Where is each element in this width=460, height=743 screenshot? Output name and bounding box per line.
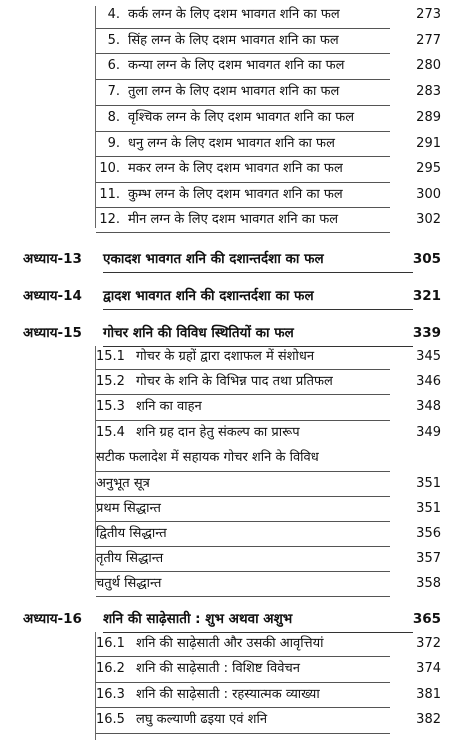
item-title: कन्या लग्न के लिए दशम भावगत शनि का फल bbox=[128, 58, 345, 73]
section-number: 15.3 bbox=[96, 399, 125, 414]
item-title: सिंह लग्न के लिए दशम भावगत शनि का फल bbox=[128, 33, 339, 48]
section-page: 349 bbox=[416, 425, 441, 440]
item-page: 273 bbox=[416, 7, 441, 22]
chapter-label: अध्याय-16 bbox=[23, 611, 82, 627]
row-divider bbox=[96, 156, 390, 157]
section-page: 346 bbox=[416, 374, 441, 389]
list-item bbox=[0, 473, 460, 495]
section-title: गोचर के शनि के विभिन्न पाद तथा प्रतिफल bbox=[136, 374, 333, 389]
item-title: कर्क लग्न के लिए दशम भावगत शनि का फल bbox=[128, 7, 340, 22]
item-number: 6. bbox=[107, 58, 120, 73]
item-title: धनु लग्न के लिए दशम भावगत शनि का फल bbox=[128, 136, 335, 151]
section-title: लघु कल्याणी ढइया एवं शनि bbox=[136, 712, 268, 727]
list-item bbox=[0, 107, 460, 129]
principle-page: 357 bbox=[416, 551, 441, 566]
list-item bbox=[0, 4, 460, 26]
principle-title: तृतीय सिद्धान्त bbox=[96, 551, 164, 566]
section-number: 16.2 bbox=[96, 661, 125, 676]
section-number: 16.5 bbox=[96, 712, 125, 727]
item-title: वृश्चिक लग्न के लिए दशम भावगत शनि का फल bbox=[128, 110, 355, 125]
row-divider bbox=[96, 53, 390, 54]
row-divider bbox=[96, 496, 390, 497]
section-page: 374 bbox=[416, 661, 441, 676]
row-divider bbox=[96, 182, 390, 183]
principle-title: चतुर्थ सिद्धान्त bbox=[96, 576, 162, 591]
row-divider bbox=[96, 28, 390, 29]
row-divider bbox=[96, 656, 390, 657]
row-divider bbox=[96, 571, 390, 572]
list-item bbox=[0, 133, 460, 155]
section-number: 16.3 bbox=[96, 687, 125, 702]
section-title: शनि की साढ़ेसाती : विशिष्ट विवेचन bbox=[136, 661, 300, 676]
section-number: 16.1 bbox=[96, 636, 125, 651]
chapter-page: 305 bbox=[412, 251, 441, 267]
chapter-title: द्वादश भावगत शनि की दशान्तर्दशा का फल bbox=[103, 288, 314, 304]
item-page: 277 bbox=[416, 33, 441, 48]
chapter-title: शनि की साढ़ेसाती : शुभ अथवा अशुभ bbox=[103, 611, 293, 627]
section-page: 345 bbox=[416, 349, 441, 364]
principle-page: 356 bbox=[416, 526, 441, 541]
list-item bbox=[0, 184, 460, 206]
subheading-title: सटीक फलादेश में सहायक गोचर शनि के विविध bbox=[96, 450, 319, 465]
item-page: 295 bbox=[416, 161, 441, 176]
item-page: 300 bbox=[416, 187, 441, 202]
item-page: 302 bbox=[416, 212, 441, 227]
section-number: 15.2 bbox=[96, 374, 125, 389]
section-title: शनि का वाहन bbox=[136, 399, 202, 414]
item-title: तुला लग्न के लिए दशम भावगत शनि का फल bbox=[128, 84, 340, 99]
row-divider bbox=[96, 546, 390, 547]
item-page: 289 bbox=[416, 110, 441, 125]
row-divider bbox=[96, 471, 390, 472]
item-number: 10. bbox=[99, 161, 120, 176]
item-number: 7. bbox=[107, 84, 120, 99]
principle-title: द्वितीय सिद्धान्त bbox=[96, 526, 167, 541]
row-divider bbox=[96, 733, 390, 734]
item-page: 291 bbox=[416, 136, 441, 151]
item-page: 280 bbox=[416, 58, 441, 73]
list-item bbox=[0, 396, 460, 418]
section-page: 372 bbox=[416, 636, 441, 651]
list-item bbox=[0, 422, 460, 444]
item-number: 8. bbox=[107, 110, 120, 125]
list-item bbox=[0, 684, 460, 706]
item-number: 5. bbox=[107, 33, 120, 48]
row-divider bbox=[96, 420, 390, 421]
chapter-divider bbox=[103, 272, 413, 273]
section-page: 381 bbox=[416, 687, 441, 702]
section-title: गोचर के ग्रहों द्वारा दशाफल में संशोधन bbox=[136, 349, 315, 364]
row-divider bbox=[96, 394, 390, 395]
principle-title: अनुभूत सूत्र bbox=[96, 476, 150, 491]
item-title: कुम्भ लग्न के लिए दशम भावगत शनि का फल bbox=[128, 187, 343, 202]
list-item bbox=[0, 523, 460, 545]
principle-page: 351 bbox=[416, 501, 441, 516]
row-divider bbox=[96, 682, 390, 683]
section-page: 382 bbox=[416, 712, 441, 727]
item-page: 283 bbox=[416, 84, 441, 99]
list-item bbox=[0, 209, 460, 231]
list-item bbox=[0, 30, 460, 52]
list-item bbox=[0, 633, 460, 655]
list-item bbox=[0, 709, 460, 731]
chapter-entry bbox=[0, 285, 460, 307]
principle-page: 351 bbox=[416, 476, 441, 491]
list-item bbox=[0, 447, 460, 469]
item-number: 11. bbox=[99, 187, 120, 202]
chapter-page: 321 bbox=[412, 288, 441, 304]
section-page: 348 bbox=[416, 399, 441, 414]
section-number: 15.4 bbox=[96, 425, 125, 440]
list-item bbox=[0, 81, 460, 103]
row-divider bbox=[96, 207, 390, 208]
row-divider bbox=[96, 596, 390, 597]
list-item bbox=[0, 158, 460, 180]
row-divider bbox=[96, 369, 390, 370]
chapter-page: 365 bbox=[412, 611, 441, 627]
chapter-title: एकादश भावगत शनि की दशान्तर्दशा का फल bbox=[103, 251, 324, 267]
chapter-divider bbox=[103, 309, 413, 310]
section-title: शनि की साढ़ेसाती और उसकी आवृत्तियां bbox=[136, 636, 324, 651]
chapter-label: अध्याय-15 bbox=[23, 325, 82, 341]
chapter-entry bbox=[0, 322, 460, 344]
chapter-label: अध्याय-13 bbox=[23, 251, 82, 267]
chapter-entry bbox=[0, 608, 460, 630]
list-item bbox=[0, 573, 460, 595]
chapter-entry bbox=[0, 248, 460, 270]
row-divider bbox=[96, 521, 390, 522]
row-divider bbox=[96, 232, 390, 233]
item-number: 12. bbox=[99, 212, 120, 227]
item-title: मकर लग्न के लिए दशम भावगत शनि का फल bbox=[128, 161, 343, 176]
principle-page: 358 bbox=[416, 576, 441, 591]
list-item bbox=[0, 55, 460, 77]
row-divider bbox=[96, 105, 390, 106]
chapter-page: 339 bbox=[412, 325, 441, 341]
principle-title: प्रथम सिद्धान्त bbox=[96, 501, 161, 516]
list-item bbox=[0, 658, 460, 680]
item-number: 4. bbox=[107, 7, 120, 22]
row-divider bbox=[96, 131, 390, 132]
row-divider bbox=[96, 79, 390, 80]
list-item bbox=[0, 346, 460, 368]
list-item bbox=[0, 498, 460, 520]
row-divider bbox=[96, 707, 390, 708]
chapter-label: अध्याय-14 bbox=[23, 288, 82, 304]
section-title: शनि की साढ़ेसाती : रहस्यात्मक व्याख्या bbox=[136, 687, 320, 702]
chapter-title: गोचर शनि की विविध स्थितियों का फल bbox=[103, 325, 294, 341]
item-title: मीन लग्न के लिए दशम भावगत शनि का फल bbox=[128, 212, 339, 227]
section-number: 15.1 bbox=[96, 349, 125, 364]
section-title: शनि ग्रह दान हेतु संकल्प का प्रारूप bbox=[136, 425, 300, 440]
item-number: 9. bbox=[107, 136, 120, 151]
list-item bbox=[0, 548, 460, 570]
list-item bbox=[0, 371, 460, 393]
